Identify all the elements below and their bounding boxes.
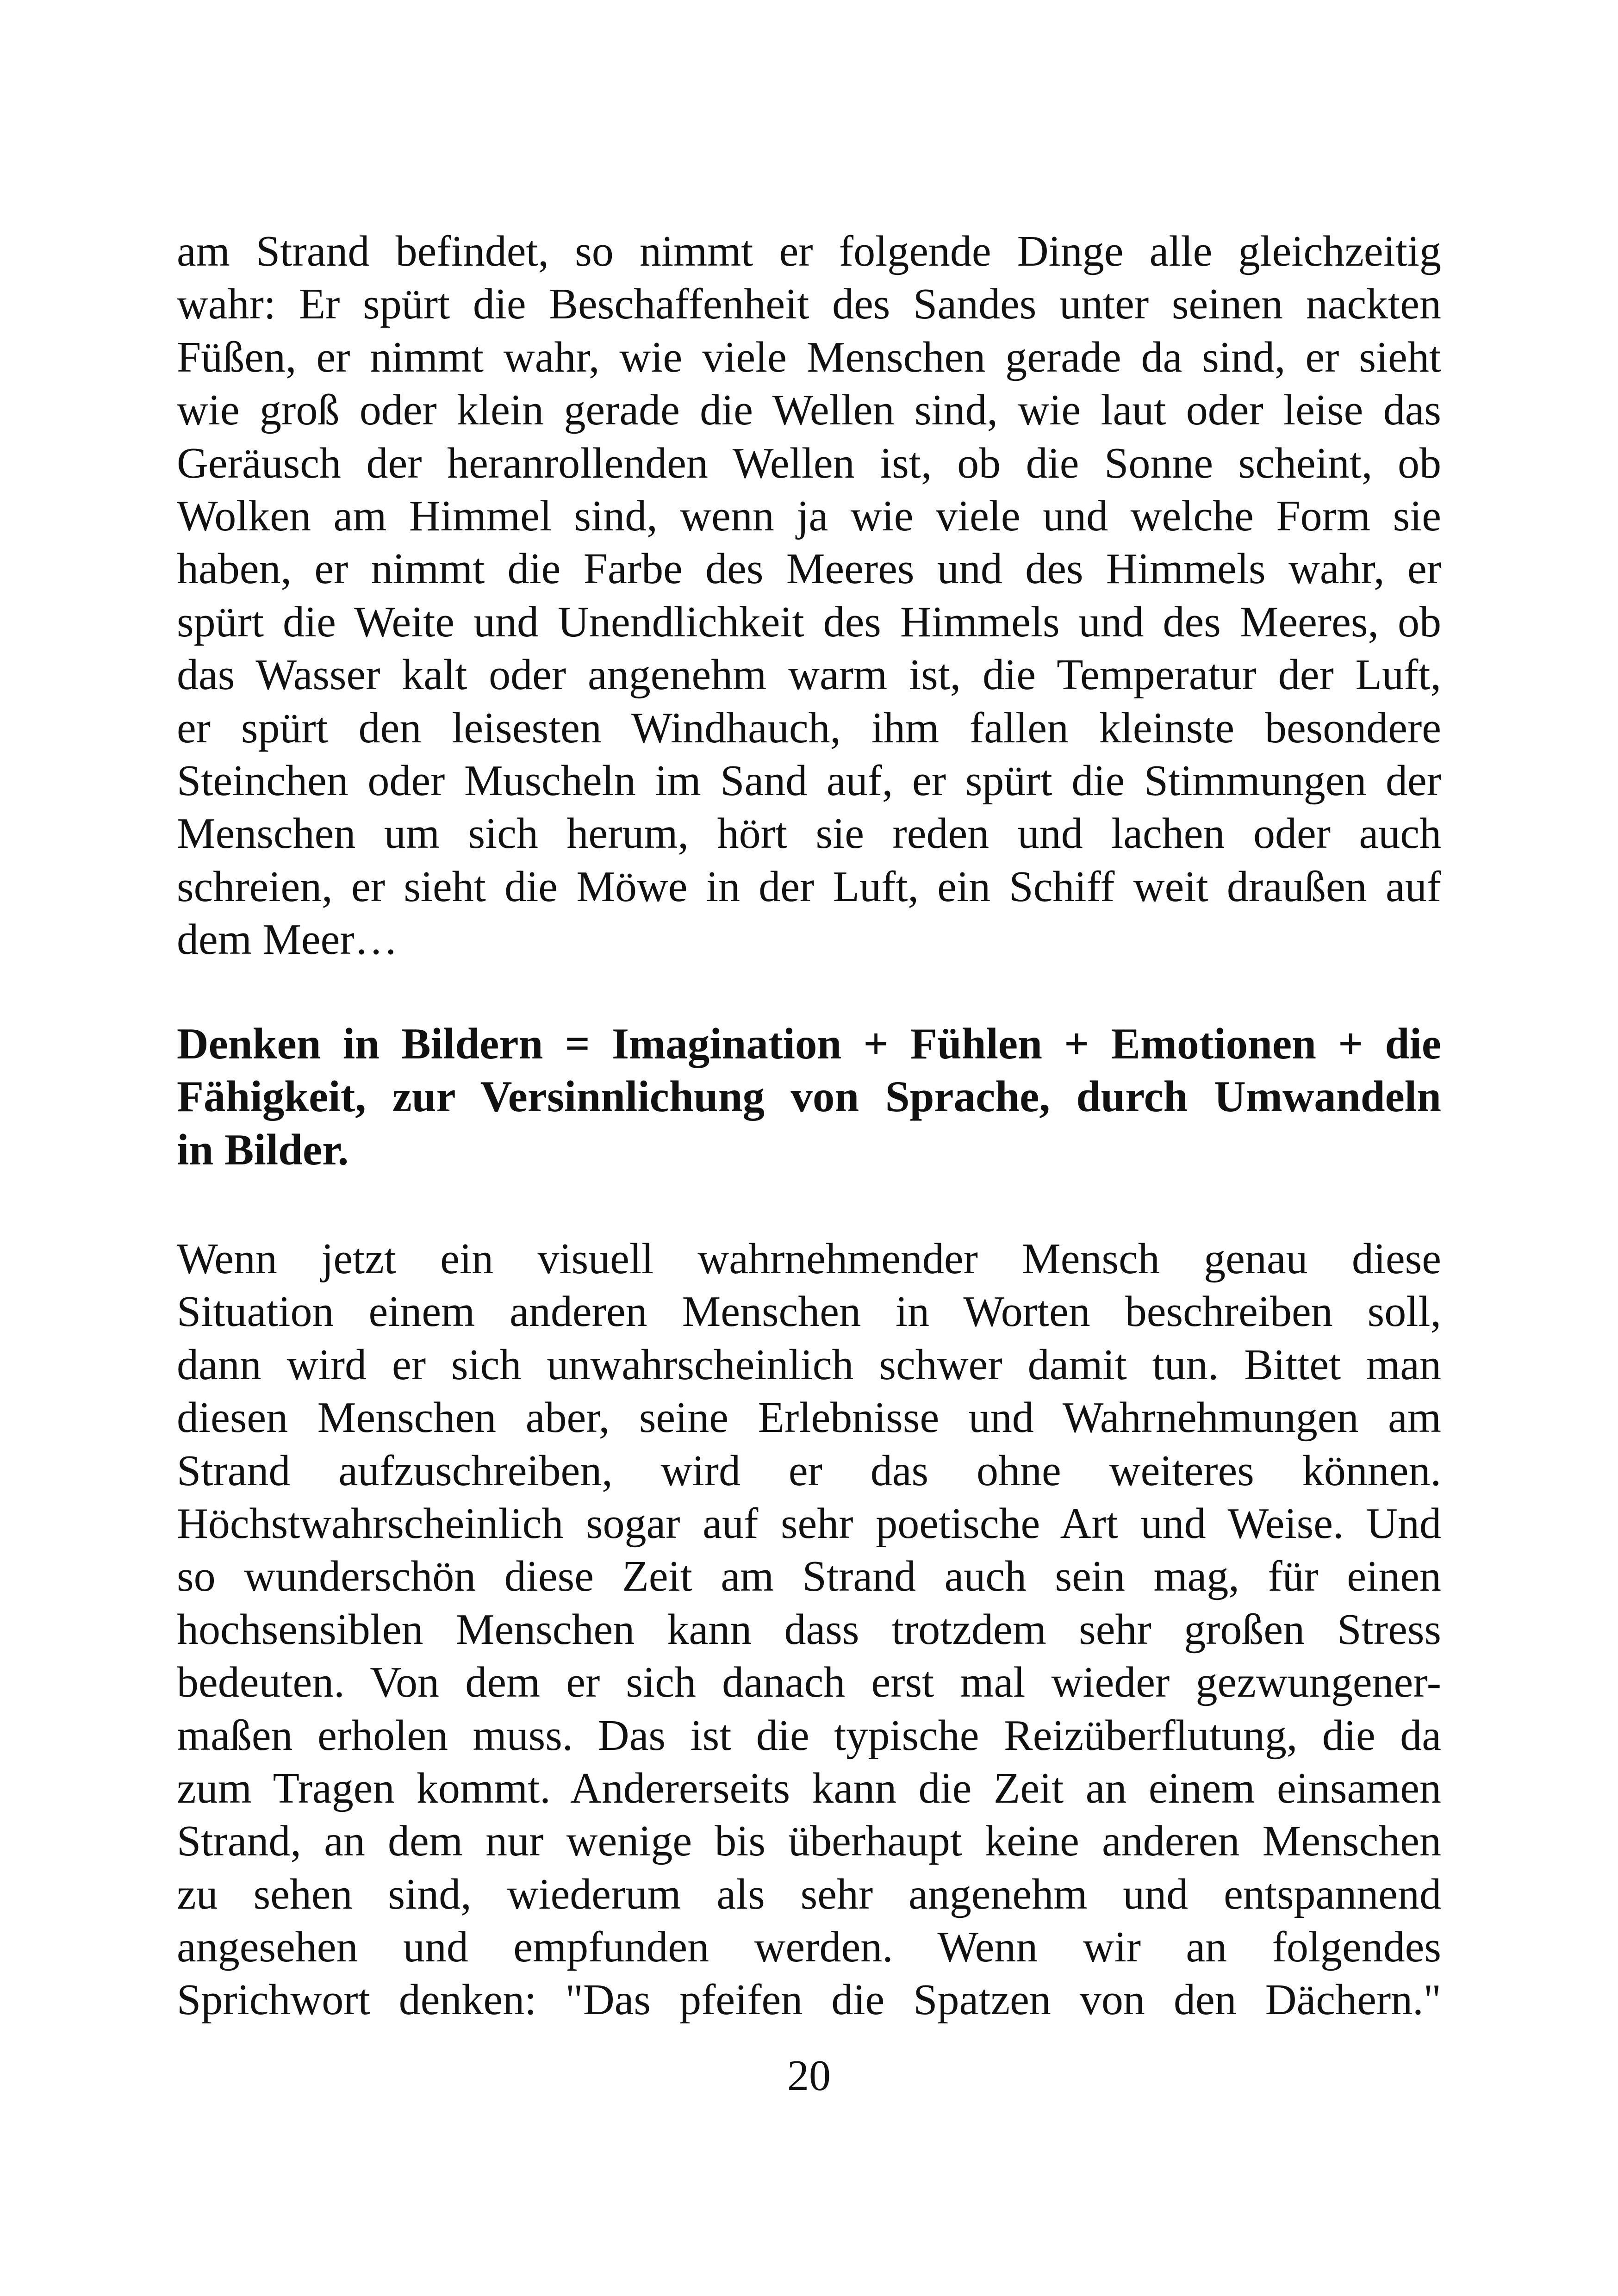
text-line: Steinchen oder Muscheln im Sand auf, er spürt die Stimmungen der [177,756,1441,805]
text-line: diesen Menschen aber, seine Erlebnisse und Wahrnehmungen am [177,1394,1441,1442]
text-line: er spürt den leisesten Windhauch, ihm fallen kleinste besondere [177,703,1441,752]
paragraph-visual-thinker [177,1232,1441,2027]
text-line: das Wasser kalt oder angenehm warm ist, die Temperatur der Luft, [177,651,1441,699]
heading-line: in Bilder. [177,1125,349,1174]
page-number: 20 [787,2052,831,2100]
text-line: Sprichwort denken: "Das pfeifen die Spatzen von den Dächern." [177,1976,1441,2024]
section-heading [177,1017,1441,1176]
text-line: Geräusch der heranrollenden Wellen ist, ob die Sonne scheint, ob [177,439,1441,487]
text-line: dem Meer… [177,915,398,964]
text-line: spürt die Weite und Unendlichkeit des Himmels und des Meeres, ob [177,597,1441,646]
text-line: schreien, er sieht die Möwe in der Luft, ein Schiff weit draußen auf [177,862,1441,911]
text-line: Menschen um sich herum, hört sie reden und lachen oder auch [177,809,1441,858]
text-line: wie groß oder klein gerade die Wellen sind, wie laut oder leise das [177,386,1441,435]
text-line: haben, er nimmt die Farbe des Meeres und des Himmels wahr, er [177,545,1441,593]
text-line: angesehen und empfunden werden. Wenn wir an folgendes [177,1923,1441,1972]
text-line: maßen erholen muss. Das ist die typische Reizüberflutung, die da [177,1711,1441,1760]
text-line: Wolken am Himmel sind, wenn ja wie viele und welche Form sie [177,492,1441,540]
text-line: Strand, an dem nur wenige bis überhaupt keine anderen Menschen [177,1817,1441,1866]
text-line: Situation einem anderen Menschen in Worten beschreiben soll, [177,1288,1441,1336]
text-line: Strand aufzuschreiben, wird er das ohne weiteres können. [177,1446,1441,1495]
text-line: so wunderschön diese Zeit am Strand auch sein mag, für einen [177,1552,1441,1601]
text-line: am Strand befindet, so nimmt er folgende Dinge alle gleichzeitig [177,227,1441,275]
heading-line: Fähigkeit, zur Versinnlichung von Sprache, durch Umwandeln [177,1072,1441,1121]
text-line: Höchstwahrscheinlich sogar auf sehr poetische Art und Weise. Und [177,1499,1441,1548]
text-line: Füßen, er nimmt wahr, wie viele Menschen gerade da sind, er sieht [177,333,1441,381]
text-line: zum Tragen kommt. Andererseits kann die Zeit an einem einsamen [177,1764,1441,1812]
text-line: hochsensiblen Menschen kann dass trotzdem sehr großen Stress [177,1605,1441,1654]
text-line: bedeuten. Von dem er sich danach erst mal wieder gezwungener- [177,1658,1441,1707]
text-line: wahr: Er spürt die Beschaffenheit des Sandes unter seinen nackten [177,280,1441,329]
paragraph-beach-perception [177,225,1441,966]
text-line: Wenn jetzt ein visuell wahrnehmender Mensch genau diese [177,1235,1441,1283]
heading-line: Denken in Bildern = Imagination + Fühlen + Emotionen + die [177,1019,1441,1068]
text-line: zu sehen sind, wiederum als sehr angenehm und entspannend [177,1870,1441,1918]
text-line: dann wird er sich unwahrscheinlich schwer damit tun. Bittet man [177,1340,1441,1389]
